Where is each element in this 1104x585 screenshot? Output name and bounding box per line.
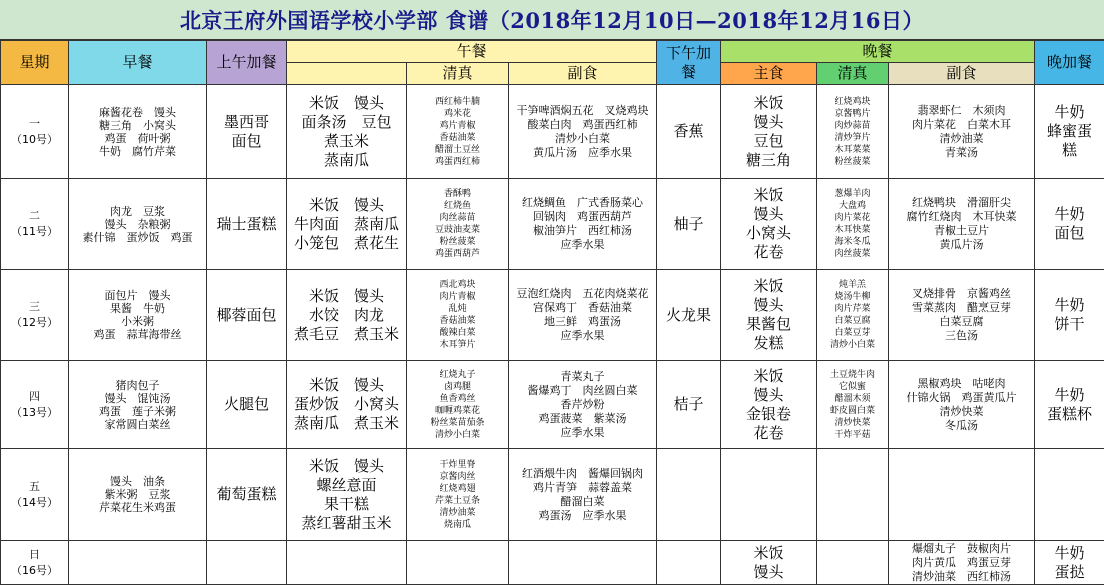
cell-line: 椒油笋片 西红柿汤: [509, 224, 656, 238]
cell-line: 红烧鲷鱼 广式香肠菜心: [509, 196, 656, 210]
cell-line: 干炸里脊: [407, 459, 508, 471]
cell-line: 酸辣白菜: [407, 327, 508, 339]
cell-line: 青椒土豆片: [889, 224, 1034, 238]
cell-line: 二: [1, 208, 68, 224]
dinner-staple-cell: [721, 541, 817, 585]
cell-line: 黑椒鸡块 咕咾肉: [889, 377, 1034, 391]
header-dinner-side: 副食: [889, 63, 1035, 85]
table-row: [1, 449, 1104, 541]
cell-line: 米饭: [721, 186, 816, 205]
cell-line: 面条汤 豆包: [287, 113, 406, 132]
cell-line: 炖羊羔: [817, 279, 888, 291]
cell-line: 面包: [1035, 224, 1104, 243]
cell-line: 米饭 馒头: [287, 287, 406, 306]
cell-line: 蒸红薯甜玉米: [287, 514, 406, 533]
morning-snack-cell: [207, 361, 287, 449]
day-cell: [1, 179, 69, 270]
cell-line: 粉丝菜苗茄条: [407, 417, 508, 429]
lunch-qingzhen-cell: [407, 179, 509, 270]
cell-line: 煮玉米: [287, 132, 406, 151]
lunch-staple-cell: [287, 449, 407, 541]
cell-line: （12号）: [1, 315, 68, 331]
cell-line: 豆豉油麦菜: [407, 224, 508, 236]
lunch-side-cell: [509, 85, 657, 179]
cell-line: 柚子: [657, 215, 720, 234]
header-dinner: 晚餐: [721, 41, 1035, 63]
cell-line: 京酱肉丝: [407, 471, 508, 483]
cell-line: 糖三角 小窝头: [69, 119, 206, 132]
late-snack-cell: [1035, 179, 1104, 270]
header-breakfast: 早餐: [69, 41, 207, 85]
table-row: [1, 179, 1104, 270]
cell-line: 清炒小白菜: [509, 132, 656, 146]
cell-line: 黄瓜片汤 应季水果: [509, 146, 656, 160]
morning-snack-cell: [207, 179, 287, 270]
cell-line: 清炒快菜: [889, 405, 1034, 419]
cell-line: 烧南瓜: [407, 519, 508, 531]
cell-line: 香蕉: [657, 122, 720, 141]
cell-line: 馒头: [721, 296, 816, 315]
day-cell: [1, 85, 69, 179]
cell-line: 肉片芹菜: [817, 303, 888, 315]
cell-line: 海米冬瓜: [817, 236, 888, 248]
morning-snack-cell: [207, 541, 287, 585]
cell-line: 清炒小白菜: [407, 429, 508, 441]
cell-line: 肉片青椒: [407, 291, 508, 303]
table-row: [1, 541, 1104, 585]
cell-line: 米饭: [721, 94, 816, 113]
afternoon-snack-cell: [657, 179, 721, 270]
dinner-side-cell: [889, 179, 1035, 270]
cell-line: 爆熘丸子 鼓椒肉片: [889, 542, 1034, 556]
dinner-qingzhen-cell: [817, 361, 889, 449]
lunch-side-cell: [509, 541, 657, 585]
cell-line: 果酱 牛奶: [69, 302, 206, 315]
cell-line: 豆包: [721, 132, 816, 151]
cell-line: 香芹炒粉: [509, 398, 656, 412]
cell-line: 香菇油菜: [407, 315, 508, 327]
cell-line: 牛奶 腐竹芹菜: [69, 145, 206, 158]
cell-line: 木耳菜菜: [817, 144, 888, 156]
menu-table: [0, 40, 1104, 585]
cell-line: 肉片菜花: [817, 212, 888, 224]
lunch-side-cell: [509, 449, 657, 541]
cell-line: 饼干: [1035, 315, 1104, 334]
dinner-side-cell: [889, 85, 1035, 179]
cell-line: （13号）: [1, 405, 68, 421]
cell-line: 干笋啤酒焖五花 叉烧鸡块: [509, 104, 656, 118]
dinner-side-cell: [889, 361, 1035, 449]
cell-line: 鸡蛋菠菜 紫菜汤: [509, 412, 656, 426]
cell-line: 雪菜蒸肉 醋烹豆芽: [889, 301, 1034, 315]
breakfast-cell: [69, 449, 207, 541]
cell-line: 糖三角: [721, 151, 816, 170]
cell-line: 红烧鸭块 滑溜肝尖: [889, 196, 1034, 210]
cell-line: 鸡蛋西红柿: [407, 156, 508, 168]
breakfast-cell: [69, 179, 207, 270]
cell-line: 叉烧排骨 京酱鸡丝: [889, 287, 1034, 301]
dinner-staple-cell: [721, 361, 817, 449]
cell-line: 白菜豆腐: [817, 315, 888, 327]
cell-line: 牛奶: [1035, 386, 1104, 405]
header-morning-snack: 上午加餐: [207, 41, 287, 85]
cell-line: 牛奶: [1035, 205, 1104, 224]
day-cell: [1, 449, 69, 541]
cell-line: 蜂蜜蛋: [1035, 122, 1104, 141]
dinner-side-cell: [889, 541, 1035, 585]
afternoon-snack-cell: [657, 541, 721, 585]
cell-line: 米饭: [721, 367, 816, 386]
cell-line: 果酱包: [721, 315, 816, 334]
cell-line: 肉片菜花 白菜木耳: [889, 118, 1034, 132]
cell-line: 水饺 肉龙: [287, 306, 406, 325]
cell-line: 馒头: [721, 563, 816, 582]
page-title: 北京王府外国语学校小学部 食谱（2018年12月10日—2018年12月16日）: [0, 0, 1104, 40]
cell-line: 酱爆鸡丁 肉丝圆白菜: [509, 384, 656, 398]
cell-line: 烧汤牛柳: [817, 291, 888, 303]
cell-line: 馒头 油条: [69, 475, 206, 488]
cell-line: 馒头: [721, 386, 816, 405]
dinner-qingzhen-cell: [817, 179, 889, 270]
cell-line: 大盘鸡: [817, 200, 888, 212]
table-row: [1, 270, 1104, 361]
cell-line: 米饭 馒头: [287, 196, 406, 215]
cell-line: 翡翠虾仁 木须肉: [889, 104, 1034, 118]
cell-line: 鸡片青椒: [407, 120, 508, 132]
cell-line: 三: [1, 299, 68, 315]
cell-line: 三色汤: [889, 329, 1034, 343]
cell-line: 金银卷: [721, 405, 816, 424]
cell-line: 馒头 馄饨汤: [69, 392, 206, 405]
cell-line: 肉丝蒜苗: [407, 212, 508, 224]
header-dinner-qingzhen: 清真: [817, 63, 889, 85]
cell-line: 馒头: [721, 205, 816, 224]
late-snack-cell: [1035, 449, 1104, 541]
cell-line: 卤鸡腿: [407, 381, 508, 393]
cell-line: 醋溜土豆丝: [407, 144, 508, 156]
cell-line: 清炒油菜 西红柿汤: [889, 570, 1034, 584]
cell-line: 乱炖: [407, 303, 508, 315]
dinner-staple-cell: [721, 449, 817, 541]
dinner-qingzhen-cell: [817, 449, 889, 541]
day-cell: [1, 541, 69, 585]
cell-line: 小米粥: [69, 315, 206, 328]
cell-line: 一: [1, 116, 68, 132]
lunch-side-cell: [509, 270, 657, 361]
cell-line: 鸡蛋汤 应季水果: [509, 509, 656, 523]
cell-line: 它似蜜: [817, 381, 888, 393]
late-snack-cell: [1035, 85, 1104, 179]
cell-line: 小窝头: [721, 224, 816, 243]
cell-line: 清炒快菜: [817, 417, 888, 429]
header-lunch-qingzhen: 清真: [407, 63, 509, 85]
day-cell: [1, 270, 69, 361]
dinner-staple-cell: [721, 179, 817, 270]
cell-line: 牛肉面 蒸南瓜: [287, 215, 406, 234]
lunch-side-cell: [509, 361, 657, 449]
cell-line: 芹菜土豆条: [407, 495, 508, 507]
header-lunch-side: 副食: [509, 63, 657, 85]
cell-line: 瑞士蛋糕: [207, 215, 286, 234]
cell-line: 蒸南瓜: [287, 151, 406, 170]
cell-line: 鸡蛋 蒜茸海带丝: [69, 328, 206, 341]
cell-line: 京酱鸭片: [817, 108, 888, 120]
cell-line: 火龙果: [657, 306, 720, 325]
lunch-staple-cell: [287, 270, 407, 361]
cell-line: 芹菜花生米鸡蛋: [69, 501, 206, 514]
cell-line: 鸡片青笋 蒜蓉盖菜: [509, 481, 656, 495]
cell-line: 虾皮圆白菜: [817, 405, 888, 417]
cell-line: 鸡米花: [407, 108, 508, 120]
cell-line: 红烧鱼: [407, 200, 508, 212]
late-snack-cell: [1035, 361, 1104, 449]
lunch-staple-cell: [287, 361, 407, 449]
cell-line: 米饭 馒头: [287, 376, 406, 395]
cell-line: 煮毛豆 煮玉米: [287, 325, 406, 344]
header-lunch: 午餐: [287, 41, 657, 63]
cell-line: 面包: [207, 132, 286, 151]
cell-line: 花卷: [721, 243, 816, 262]
breakfast-cell: [69, 85, 207, 179]
lunch-qingzhen-cell: [407, 449, 509, 541]
cell-line: 应季水果: [509, 238, 656, 252]
cell-line: 白菜豆腐: [889, 315, 1034, 329]
cell-line: 应季水果: [509, 426, 656, 440]
cell-line: 五: [1, 479, 68, 495]
lunch-qingzhen-cell: [407, 85, 509, 179]
header-lunch-staple: [287, 63, 407, 85]
dinner-qingzhen-cell: [817, 541, 889, 585]
cell-line: 肉丝菠菜: [817, 248, 888, 260]
cell-line: 红烧鸡翅: [407, 483, 508, 495]
cell-line: 肉炒蒜苗: [817, 120, 888, 132]
cell-line: 麻酱花卷 馒头: [69, 106, 206, 119]
cell-line: 米饭: [721, 277, 816, 296]
cell-line: 咖喱鸡菜花: [407, 405, 508, 417]
cell-line: 冬瓜汤: [889, 419, 1034, 433]
cell-line: 日: [1, 547, 68, 563]
cell-line: （16号）: [1, 563, 68, 579]
cell-line: 醋溜白菜: [509, 495, 656, 509]
cell-line: 桔子: [657, 395, 720, 414]
cell-line: 宫保鸡丁 香菇油菜: [509, 301, 656, 315]
morning-snack-cell: [207, 270, 287, 361]
table-row: [1, 85, 1104, 179]
cell-line: 酸菜白肉 鸡蛋西红柿: [509, 118, 656, 132]
lunch-staple-cell: [287, 541, 407, 585]
dinner-qingzhen-cell: [817, 85, 889, 179]
lunch-side-cell: [509, 179, 657, 270]
breakfast-cell: [69, 270, 207, 361]
cell-line: 清炒油菜: [407, 507, 508, 519]
cell-line: 牛奶: [1035, 103, 1104, 122]
cell-line: 葡萄蛋糕: [207, 485, 286, 504]
cell-line: 蛋糕杯: [1035, 405, 1104, 424]
cell-line: 香菇油菜: [407, 132, 508, 144]
cell-line: 红酒煨牛肉 酱爆回锅肉: [509, 467, 656, 481]
afternoon-snack-cell: [657, 361, 721, 449]
morning-snack-cell: [207, 449, 287, 541]
cell-line: 清炒小白菜: [817, 339, 888, 351]
afternoon-snack-cell: [657, 85, 721, 179]
table-row: [1, 361, 1104, 449]
cell-line: 米饭 馒头: [287, 457, 406, 476]
day-cell: [1, 361, 69, 449]
cell-line: 香酥鸭: [407, 188, 508, 200]
cell-line: 红烧丸子: [407, 369, 508, 381]
cell-line: 鸡蛋西葫芦: [407, 248, 508, 260]
cell-line: 白菜豆芽: [817, 327, 888, 339]
lunch-staple-cell: [287, 179, 407, 270]
afternoon-snack-cell: [657, 270, 721, 361]
cell-line: 四: [1, 389, 68, 405]
dinner-staple-cell: [721, 270, 817, 361]
cell-line: 回锅肉 鸡蛋西葫芦: [509, 210, 656, 224]
header-week: 星期: [1, 41, 69, 85]
cell-line: 糕: [1035, 141, 1104, 160]
cell-line: 西红柿牛腩: [407, 96, 508, 108]
cell-line: 椰蓉面包: [207, 306, 286, 325]
cell-line: 青菜丸子: [509, 370, 656, 384]
cell-line: 米饭 馒头: [287, 94, 406, 113]
cell-line: 火腿包: [207, 395, 286, 414]
cell-line: 豆泡红烧肉 五花肉烧菜花: [509, 287, 656, 301]
cell-line: 馒头 杂粮粥: [69, 218, 206, 231]
cell-line: 腐竹红烧肉 木耳快菜: [889, 210, 1034, 224]
cell-line: 小笼包 煮花生: [287, 234, 406, 253]
header-afternoon-snack: 下午加餐: [657, 41, 721, 85]
cell-line: 牛奶: [1035, 296, 1104, 315]
cell-line: 果干糕: [287, 495, 406, 514]
cell-line: 葱爆羊肉: [817, 188, 888, 200]
cell-line: 西北鸡块: [407, 279, 508, 291]
cell-line: 肉片黄瓜 鸡蛋豆芽: [889, 556, 1034, 570]
lunch-qingzhen-cell: [407, 541, 509, 585]
cell-line: 粉丝菠菜: [817, 156, 888, 168]
cell-line: 肉龙 豆浆: [69, 205, 206, 218]
cell-line: （14号）: [1, 495, 68, 511]
morning-snack-cell: [207, 85, 287, 179]
cell-line: 牛奶: [1035, 544, 1104, 563]
cell-line: 红烧鸡块: [817, 96, 888, 108]
cell-line: 发糕: [721, 334, 816, 353]
cell-line: 醋溜木须: [817, 393, 888, 405]
breakfast-cell: [69, 541, 207, 585]
late-snack-cell: [1035, 541, 1104, 585]
cell-line: 墨西哥: [207, 113, 286, 132]
cell-line: 木耳快菜: [817, 224, 888, 236]
cell-line: 素什锦 蛋炒饭 鸡蛋: [69, 231, 206, 244]
dinner-staple-cell: [721, 85, 817, 179]
dinner-side-cell: [889, 449, 1035, 541]
cell-line: 馒头: [721, 113, 816, 132]
afternoon-snack-cell: [657, 449, 721, 541]
cell-line: 蛋炒饭 小窝头: [287, 395, 406, 414]
cell-line: 蛋挞: [1035, 563, 1104, 582]
cell-line: （11号）: [1, 224, 68, 240]
cell-line: 猪肉包子: [69, 379, 206, 392]
cell-line: 鸡蛋 莲子米粥: [69, 405, 206, 418]
dinner-qingzhen-cell: [817, 270, 889, 361]
cell-line: 蒸南瓜 煮玉米: [287, 414, 406, 433]
cell-line: 螺丝意面: [287, 476, 406, 495]
cell-line: 土豆烧牛肉: [817, 369, 888, 381]
cell-line: 干炸平菇: [817, 429, 888, 441]
header-dinner-staple: 主食: [721, 63, 817, 85]
menu-body: [1, 85, 1104, 585]
cell-line: 花卷: [721, 424, 816, 443]
cell-line: 应季水果: [509, 329, 656, 343]
cell-line: 木耳笋片: [407, 339, 508, 351]
cell-line: 青菜汤: [889, 146, 1034, 160]
cell-line: 什锦火锅 鸡蛋黄瓜片: [889, 391, 1034, 405]
lunch-qingzhen-cell: [407, 361, 509, 449]
cell-line: 清炒油菜: [889, 132, 1034, 146]
header-late-snack: 晚加餐: [1035, 41, 1104, 85]
cell-line: （10号）: [1, 132, 68, 148]
dinner-side-cell: [889, 270, 1035, 361]
cell-line: 清炒笋片: [817, 132, 888, 144]
late-snack-cell: [1035, 270, 1104, 361]
cell-line: 家常圆白菜丝: [69, 418, 206, 431]
lunch-staple-cell: [287, 85, 407, 179]
cell-line: 米饭: [721, 544, 816, 563]
cell-line: 粉丝菠菜: [407, 236, 508, 248]
cell-line: 地三鲜 鸡蛋汤: [509, 315, 656, 329]
breakfast-cell: [69, 361, 207, 449]
cell-line: 黄瓜片汤: [889, 238, 1034, 252]
cell-line: 紫米粥 豆浆: [69, 488, 206, 501]
cell-line: 面包片 馒头: [69, 289, 206, 302]
cell-line: 鱼香鸡丝: [407, 393, 508, 405]
cell-line: 鸡蛋 荷叶粥: [69, 132, 206, 145]
lunch-qingzhen-cell: [407, 270, 509, 361]
